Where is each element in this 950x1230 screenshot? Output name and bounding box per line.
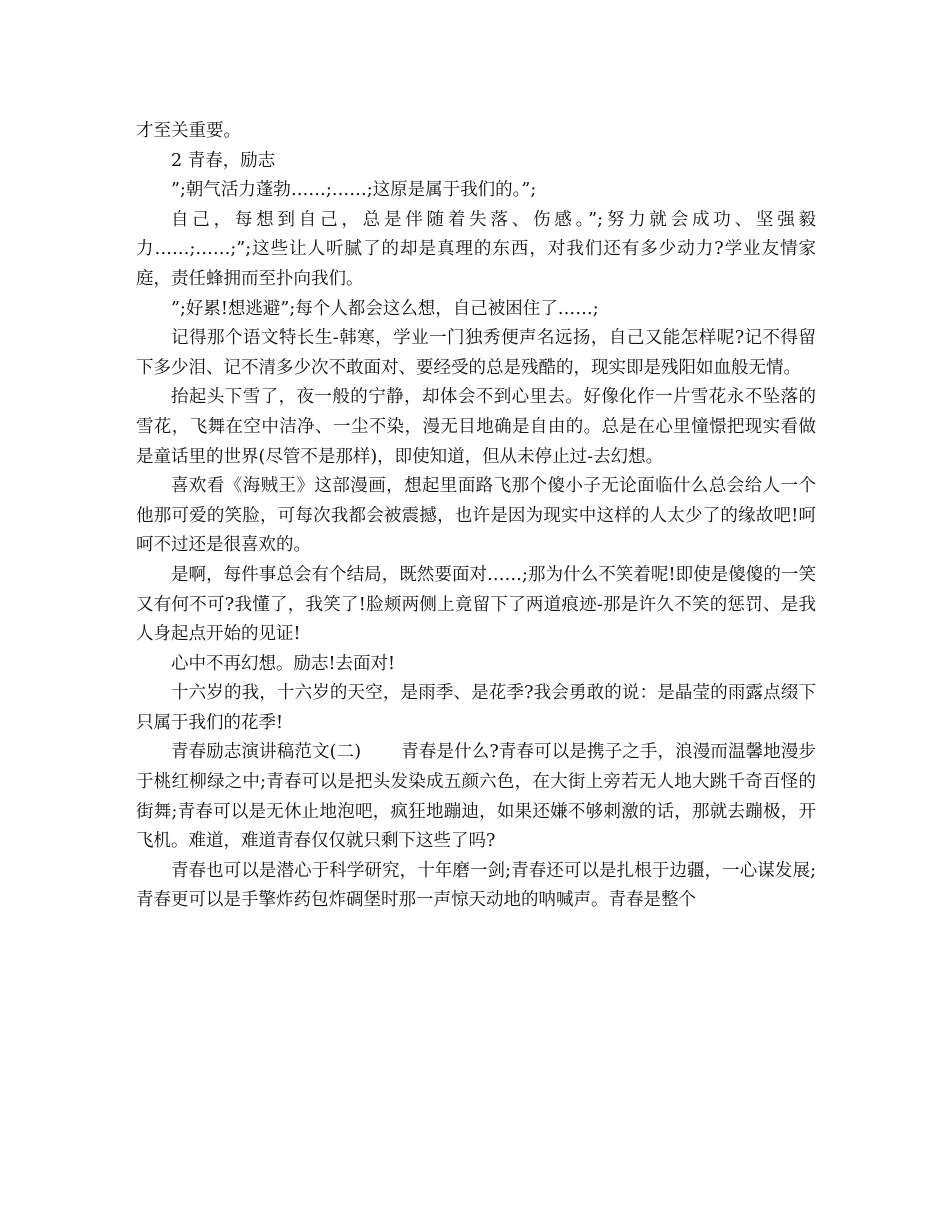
paragraph-7: 抬起头下雪了，夜一般的宁静，却体会不到心里去。好像化作一片雪花永不坠落的雪花，飞舞在空中洁净、一尘不染，漫无目地确是自由的。总是在心里憧憬把现实看做是童话里的世界(尽管不是那样)，即使知道，但从未停止过-去幻想。 — [136, 387, 816, 467]
paragraph-1: 才至关重要。 — [136, 121, 241, 141]
paragraph-5: ”;好累!想逃避”;每个人都会这么想，自己被困住了……; — [171, 298, 599, 319]
section-title: 青春励志演讲稿范文(二) — [171, 742, 362, 763]
paragraph-9: 是啊，每件事总会有个结局，既然要面对……;那为什么不笑着呢!即使是傻傻的一笑又有何不可?我懂了，我笑了!脸颊两侧上竟留下了两道痕迹-那是许久不笑的惩罚、是我人身起点开始的见证! — [136, 564, 816, 645]
final-paragraph: 青春也可以是潜心于科学研究，十年磨一剑;青春还可以是扎根于边疆，一心谋发展;青春更可以是手擎炸药包炸碉堡时那一声惊天动地的呐喊声。青春是整个 — [136, 860, 816, 911]
section-paragraph — [136, 738, 816, 856]
paragraph-6: 记得那个语文特长生-韩寒，学业一门独秀便声名远扬，自己又能怎样呢?记不得留下多少泪、记不清多少次不敢面对、要经受的总是残酷的，现实即是残阳如血般无情。 — [136, 328, 816, 378]
paragraph-4: 自己，每想到自己，总是伴随着失落、伤感。”;努力就会成功、坚强毅力……;……;”;这些让人听腻了的却是真理的东西，对我们还有多少动力?学业友情家庭，责任蜂拥而至扑向我们。 — [136, 209, 816, 289]
paragraph-8: 喜欢看《海贼王》这部漫画，想起里面路飞那个傻小子无论面临什么总会给人一个他那可爱的笑脸，可每次我都会被震撼，也许是因为现实中这样的人太少了的缘故吧!呵呵不过还是很喜欢的。 — [136, 476, 816, 556]
paragraph-11: 十六岁的我，十六岁的天空，是雨季、是花季?我会勇敢的说：是晶莹的雨露点缀下只属于我们的花季! — [136, 683, 816, 733]
paragraph-2: 2 青春，励志 — [171, 150, 276, 171]
section-body: 青春是什么?青春可以是携子之手，浪漫而温馨地漫步于桃红柳绿之中;青春可以是把头发染成五颜六色，在大街上旁若无人地大跳千奇百怪的街舞;青春可以是无休止地泡吧，疯狂地蹦迪，如果还嫌不够刺激的话，那就去蹦极，开飞机。难道，难道青春仅仅就只剩下这些了吗? — [136, 742, 816, 852]
paragraph-3: ”;朝气活力蓬勃……;……;这原是属于我们的。”; — [171, 180, 537, 201]
paragraph-10: 心中不再幻想。励志!去面对! — [171, 653, 396, 674]
document-body — [136, 117, 816, 916]
